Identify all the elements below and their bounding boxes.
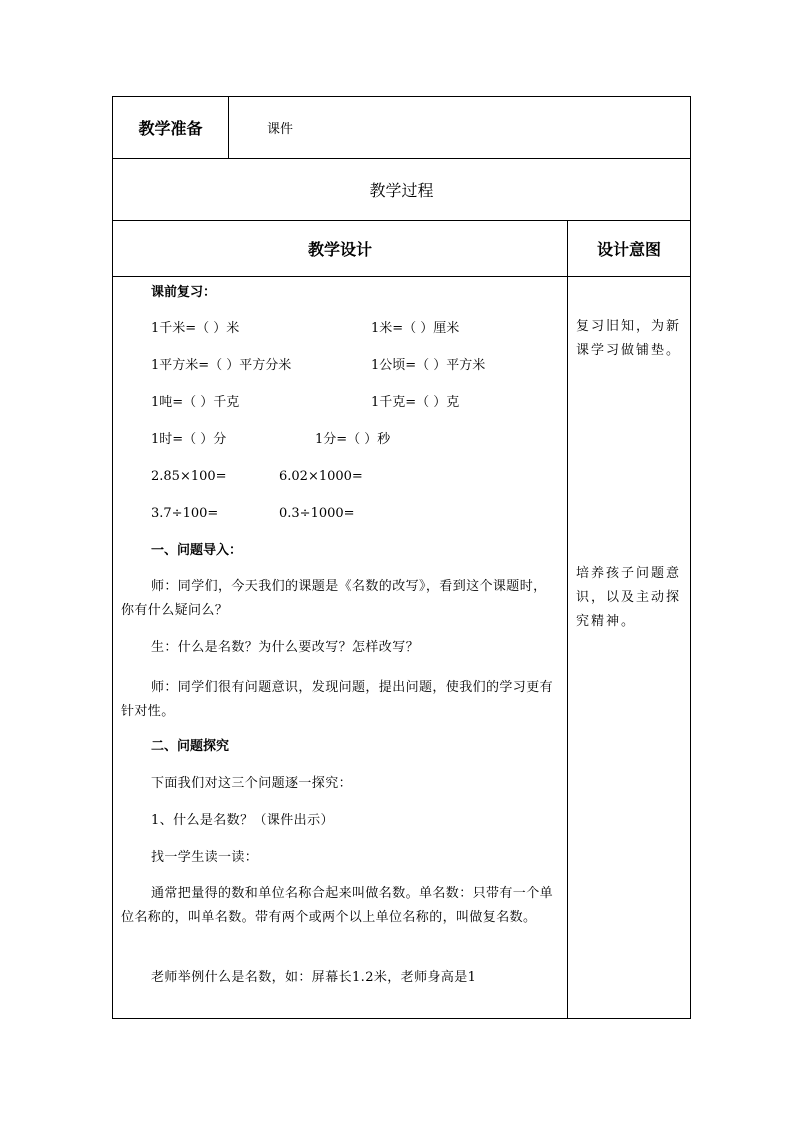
review-heading: 课前复习： <box>151 285 217 300</box>
paragraph-student-questions: 生：什么是名数？为什么要改写？怎样改写？ <box>151 640 420 655</box>
process-title: 教学过程 <box>113 159 691 221</box>
paragraph-definition: 通常把量得的数和单位名称合起来叫做名数。单名数：只带有一个单位名称的，叫单名数。带有两个或两个以上单位名称的，叫做复名数。 <box>121 886 554 925</box>
paragraph-teacher-praise: 师：同学们很有问题意识，发现问题，提出问题，使我们的学习更有针对性。 <box>121 680 554 719</box>
review-row-6-right: 0.3÷1000= <box>279 506 355 521</box>
review-row-1-left: 1千米=（ ）米 <box>151 321 240 336</box>
review-row-2-right: 1公顷=（ ）平方米 <box>371 358 486 373</box>
column-header-row <box>113 221 691 277</box>
content-row <box>113 277 691 1019</box>
design-content-cell <box>113 277 568 1019</box>
prep-row <box>113 97 691 159</box>
paragraph-read-aloud: 找一学生读一读： <box>151 850 259 865</box>
review-row-3-right: 1千克=（ ）克 <box>371 395 460 410</box>
review-row-2-left: 1平方米=（ ）平方分米 <box>151 358 292 373</box>
paragraph-teacher-intro: 师：同学们，今天我们的课题是《名数的改写》，看到这个课题时，你有什么疑问么？ <box>121 579 547 618</box>
review-row-6-left: 3.7÷100= <box>151 506 219 521</box>
paragraph-example: 老师举例什么是名数，如：屏幕长1.2米，老师身高是1 <box>151 970 477 985</box>
review-row-3-left: 1吨=（ ）千克 <box>151 395 240 410</box>
intent-content-cell <box>568 277 691 1019</box>
prep-value: 课件 <box>229 97 691 159</box>
intent-note-review: 复习旧知，为新课学习做铺垫。 <box>576 319 682 358</box>
process-row <box>113 159 691 221</box>
column-header-intent: 设计意图 <box>568 221 691 277</box>
section-1-heading: 一、问题导入： <box>151 543 243 558</box>
section-2-heading: 二、问题探究 <box>151 739 230 754</box>
lesson-plan-table <box>112 96 691 1019</box>
column-header-design: 教学设计 <box>113 221 568 277</box>
paragraph-explore-intro: 下面我们对这三个问题逐一探究： <box>151 776 353 791</box>
intent-note-inquiry: 培养孩子问题意识，以及主动探究精神。 <box>576 566 682 629</box>
review-row-4-right: 1分=（ ）秒 <box>315 432 391 447</box>
paragraph-question-1: 1、什么是名数？（课件出示） <box>151 813 334 828</box>
review-row-4-left: 1时=（ ）分 <box>151 432 227 447</box>
review-row-5-right: 6.02×1000= <box>279 469 363 484</box>
prep-label: 教学准备 <box>113 97 229 159</box>
review-row-5-left: 2.85×100= <box>151 469 227 484</box>
review-row-1-right: 1米=（ ）厘米 <box>371 321 460 336</box>
